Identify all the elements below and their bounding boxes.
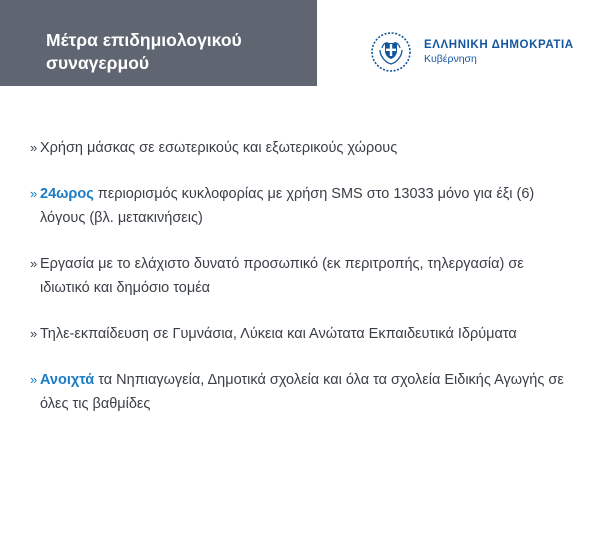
measure-text xyxy=(40,136,570,160)
measure-item xyxy=(30,322,570,346)
measure-description: Εργασία με το ελάχιστο δυνατό προσωπικό (εκ περιτροπής, τηλεργασία) σε ιδιωτικό και δημόσιο τομέα xyxy=(40,256,524,296)
measure-description: Χρήση μάσκας σε εσωτερικούς και εξωτερικούς χώρους xyxy=(40,140,398,156)
measure-item xyxy=(30,182,570,230)
measures-list xyxy=(30,136,570,438)
page-title-line-2: συναγερμού xyxy=(46,53,150,73)
measure-text xyxy=(40,368,570,416)
page-title-line-1: Μέτρα επιδημιολογικού xyxy=(46,30,242,50)
measure-text xyxy=(40,252,570,300)
measure-description: τα Νηπιαγωγεία, Δημοτικά σχολεία και όλα τα σχολεία Ειδικής Αγωγής σε όλες τις βαθμίδες xyxy=(40,372,564,412)
bullet-marker: » xyxy=(30,326,38,341)
title-banner xyxy=(0,0,317,86)
measure-description: περιορισμός κυκλοφορίας με χρήση SMS στο 13033 μόνο για έξι (6) λόγους (βλ. μετακινήσεις) xyxy=(40,186,535,226)
measure-highlight: 24ωρος xyxy=(40,186,94,202)
measure-item xyxy=(30,368,570,416)
bullet-marker: » xyxy=(30,256,38,271)
measure-item xyxy=(30,252,570,300)
greek-emblem-icon xyxy=(370,31,412,73)
logo-main-text: ΕΛΛΗΝΙΚΗ ΔΗΜΟΚΡΑΤΙΑ xyxy=(424,39,574,51)
measure-item xyxy=(30,136,570,160)
bullet-marker: » xyxy=(30,140,38,155)
bullet-marker: » xyxy=(30,186,38,201)
measure-description: Τηλε-εκπαίδευση σε Γυμνάσια, Λύκεια και Ανώτατα Εκπαιδευτικά Ιδρύματα xyxy=(40,326,517,342)
measure-highlight: Ανοιχτά xyxy=(40,372,95,388)
measure-text xyxy=(40,322,570,346)
measure-text xyxy=(40,182,570,230)
bullet-marker: » xyxy=(30,372,38,387)
government-logo xyxy=(370,31,574,73)
logo-sub-text: Κυβέρνηση xyxy=(424,53,477,65)
